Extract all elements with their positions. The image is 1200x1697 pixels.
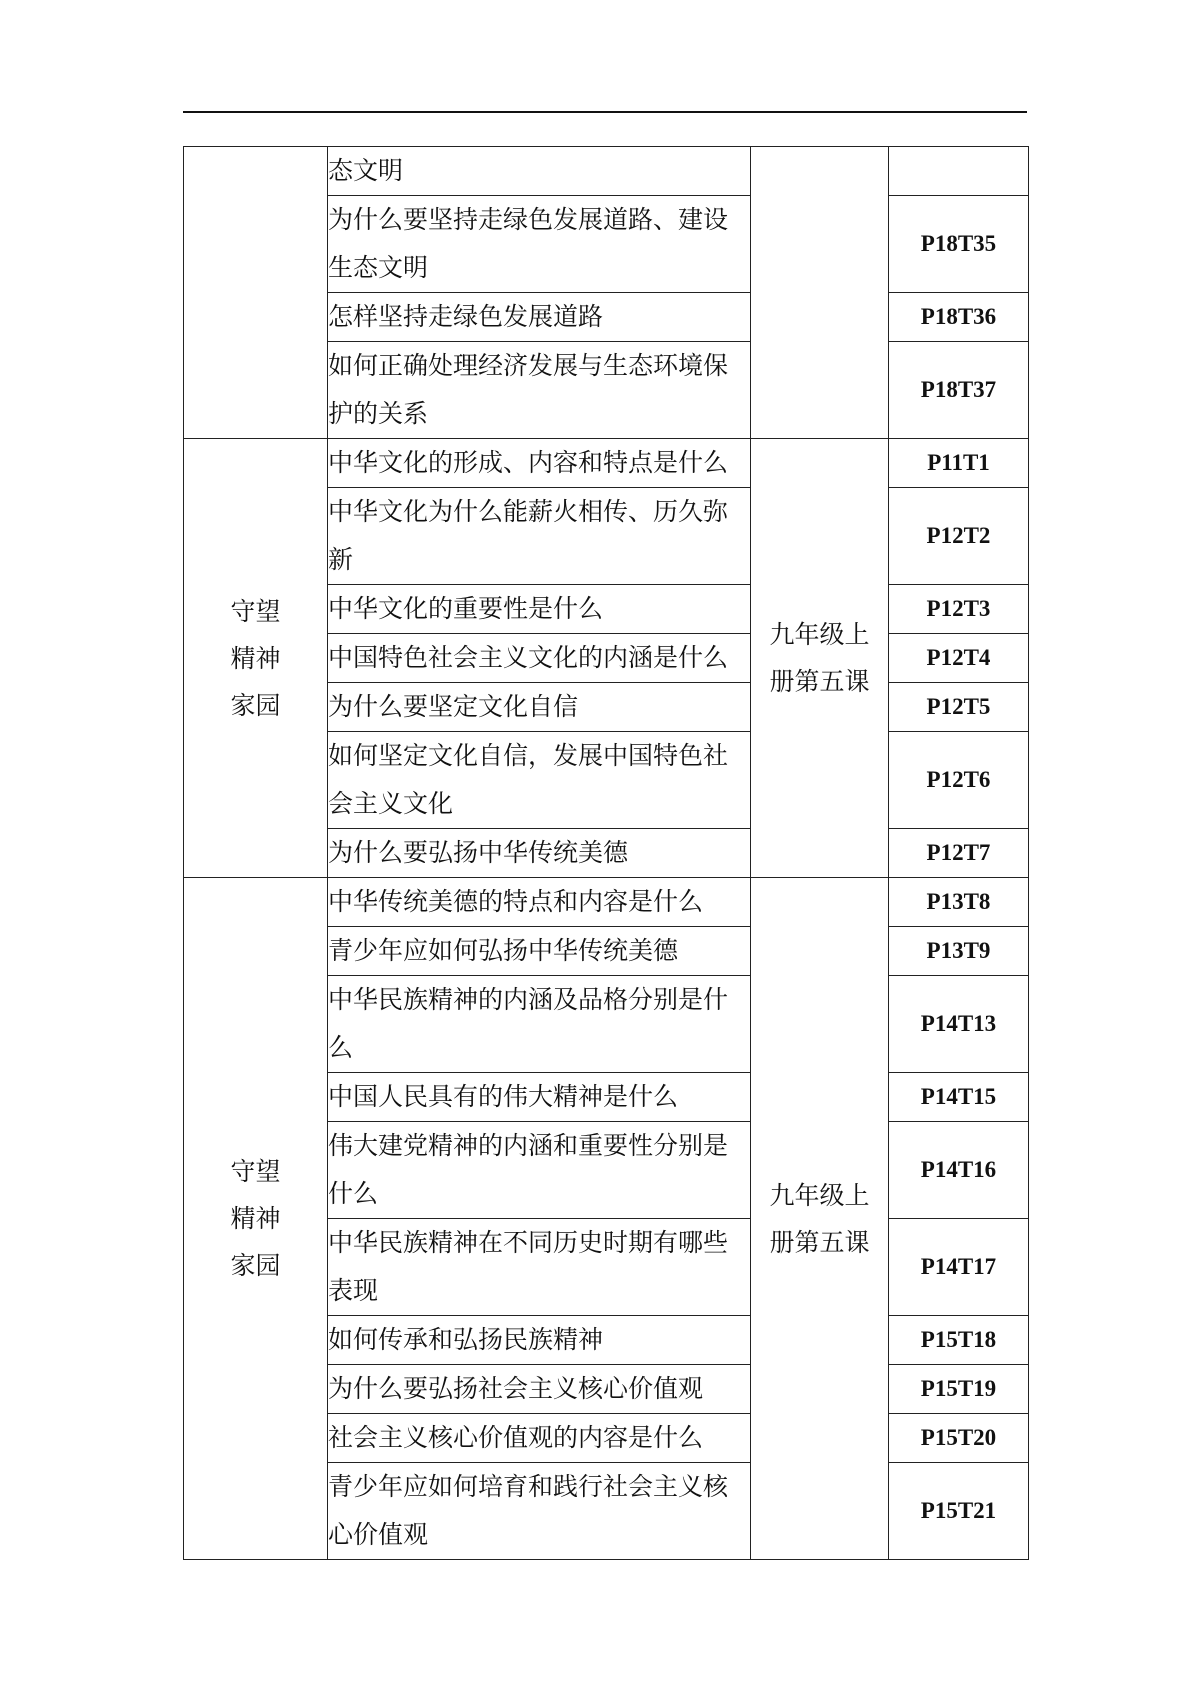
question-cell: 伟大建党精神的内涵和重要性分别是什么	[328, 1122, 751, 1219]
table-row	[184, 439, 1029, 488]
topic-cell	[184, 878, 328, 1560]
textbook-line: 九年级上	[769, 1180, 870, 1210]
page-ref-cell: P18T37	[889, 342, 1029, 439]
page-ref-cell: P12T3	[889, 585, 1029, 634]
page-ref-cell: P14T15	[889, 1073, 1029, 1122]
question-cell: 中国人民具有的伟大精神是什么	[328, 1073, 751, 1122]
textbook-cell	[751, 878, 889, 1560]
topic-cell	[184, 439, 328, 878]
page-ref-cell: P12T2	[889, 488, 1029, 585]
question-cell: 为什么要坚定文化自信	[328, 683, 751, 732]
question-cell: 中华民族精神的内涵及品格分别是什么	[328, 976, 751, 1073]
page-ref-cell: P15T18	[889, 1316, 1029, 1365]
page-ref-cell: P15T19	[889, 1365, 1029, 1414]
topic-line: 精神	[230, 643, 281, 673]
topic-line: 守望	[230, 1157, 281, 1186]
table-row	[184, 878, 1029, 927]
question-cell: 青少年应如何培育和践行社会主义核心价值观	[328, 1463, 751, 1560]
question-cell: 社会主义核心价值观的内容是什么	[328, 1414, 751, 1463]
page-ref-cell: P14T17	[889, 1219, 1029, 1316]
question-cell: 中华民族精神在不同历史时期有哪些表现	[328, 1219, 751, 1316]
page-ref-cell: P12T5	[889, 683, 1029, 732]
page-ref-cell: P13T9	[889, 927, 1029, 976]
page-ref-cell: P12T7	[889, 829, 1029, 878]
textbook-line: 九年级上	[769, 620, 870, 649]
page-ref-cell	[889, 147, 1029, 196]
question-cell: 如何坚定文化自信，发展中国特色社会主义文化	[328, 732, 751, 829]
page-ref-cell: P15T21	[889, 1463, 1029, 1560]
page-ref-cell: P15T20	[889, 1414, 1029, 1463]
textbook-line: 册第五课	[769, 1227, 870, 1257]
question-cell: 为什么要弘扬社会主义核心价值观	[328, 1365, 751, 1414]
page-ref-cell: P18T35	[889, 196, 1029, 293]
textbook-cell	[751, 147, 889, 439]
question-cell: 青少年应如何弘扬中华传统美德	[328, 927, 751, 976]
question-cell: 如何正确处理经济发展与生态环境保护的关系	[328, 342, 751, 439]
topic-line: 家园	[230, 690, 281, 720]
table-row	[184, 147, 1029, 196]
textbook-cell	[751, 439, 889, 878]
page-ref-cell: P11T1	[889, 439, 1029, 488]
question-cell: 如何传承和弘扬民族精神	[328, 1316, 751, 1365]
page-ref-cell: P13T8	[889, 878, 1029, 927]
page-ref-cell: P14T13	[889, 976, 1029, 1073]
topic-cell	[184, 147, 328, 439]
page-ref-cell: P12T4	[889, 634, 1029, 683]
page-ref-cell: P12T6	[889, 732, 1029, 829]
textbook-line: 册第五课	[769, 667, 870, 696]
topic-line: 精神	[230, 1204, 281, 1233]
question-cell: 中华文化为什么能薪火相传、历久弥新	[328, 488, 751, 585]
question-cell: 态文明	[328, 147, 751, 196]
question-cell: 怎样坚持走绿色发展道路	[328, 293, 751, 342]
question-cell: 中华文化的重要性是什么	[328, 585, 751, 634]
question-cell: 中华文化的形成、内容和特点是什么	[328, 439, 751, 488]
page-ref-cell: P18T36	[889, 293, 1029, 342]
question-cell: 中华传统美德的特点和内容是什么	[328, 878, 751, 927]
topic-line: 家园	[230, 1251, 281, 1280]
question-cell: 为什么要弘扬中华传统美德	[328, 829, 751, 878]
question-cell: 中国特色社会主义文化的内涵是什么	[328, 634, 751, 683]
page-ref-cell: P14T16	[889, 1122, 1029, 1219]
topic-line: 守望	[230, 596, 281, 626]
knowledge-outline-table	[183, 146, 1029, 1560]
question-cell: 为什么要坚持走绿色发展道路、建设生态文明	[328, 196, 751, 293]
header-rule	[183, 111, 1027, 113]
